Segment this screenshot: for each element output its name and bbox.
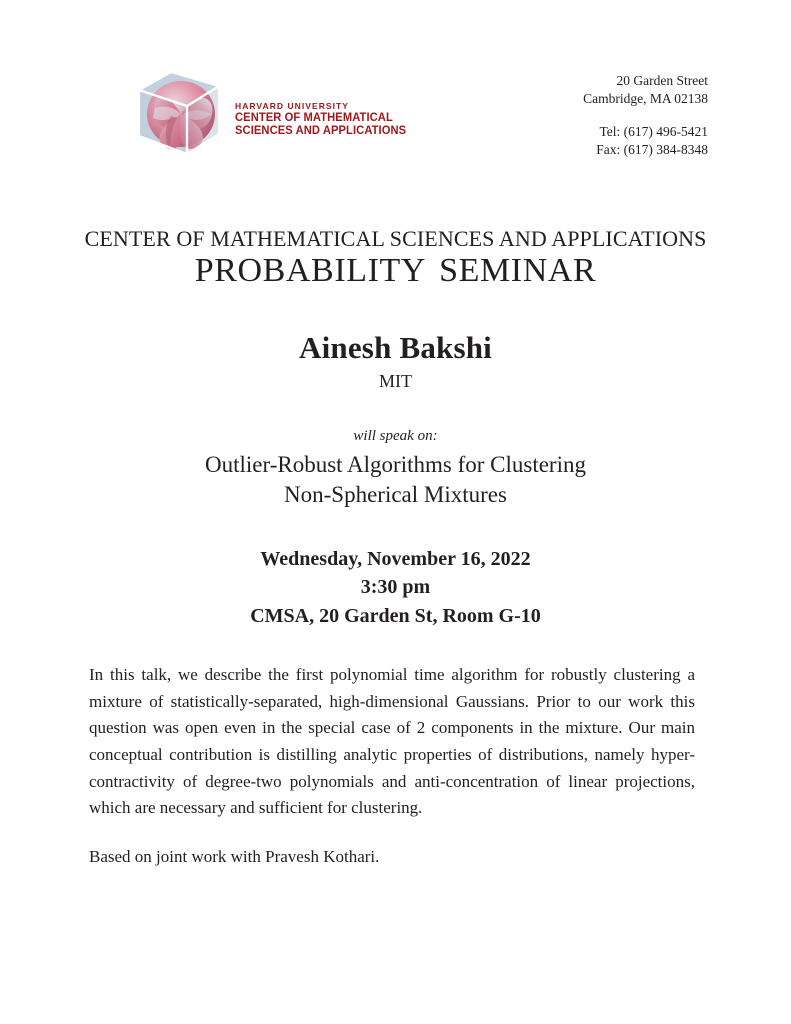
abstract-paragraph-2: Based on joint work with Pravesh Kothari. [89,847,380,867]
event-date: Wednesday, November 16, 2022 [260,548,531,570]
page-title [0,252,791,290]
cmsa-logo [131,64,412,160]
address-tel: Tel: (617) 496-5421 [599,124,708,140]
talk-title [0,450,791,511]
talk-title-line-1: Outlier-Robust Algorithms for Clustering [205,452,586,477]
letterhead [0,60,791,170]
event-details [0,545,791,630]
center-name-heading: CENTER OF MATHEMATICAL SCIENCES AND APPLICATIONS [84,226,707,251]
speaker-name: Ainesh Bakshi [299,330,492,365]
event-location: CMSA, 20 Garden St, Room G-10 [250,604,541,627]
logo-center-line-1: CENTER OF MATHEMATICAL [235,111,393,124]
event-time: 3:30 pm [360,576,431,599]
speaker-affiliation: MIT [379,371,412,391]
abstract-paragraph-1: In this talk, we describe the first polynomial time algorithm for robustly clustering a mixture of statistically-separated, high-dimensional Gaussians. Prior to our work this question was open even in the special case of 2 components in the mixture. Our main conceptual contribution is distilling analytic properties of distributions, namely hyper-contractivity of degree-two polynomials and anti-concentration of linear projections, which are necessary and sufficient for clustering. [89,665,695,818]
logo-university-line: HARVARD UNIVERSITY [235,101,349,112]
cmsa-cube-logo-icon [131,64,227,160]
address-spacer [583,108,708,123]
talk-title-line-2: Non-Spherical Mixtures [284,482,507,508]
address-street: 20 Garden Street [616,73,708,88]
address-city-state-zip: Cambridge, MA 02138 [583,91,708,107]
logo-center-line-2: SCIENCES AND APPLICATIONS [235,124,407,137]
seminar-title-word-1: PROBABILITY [194,252,427,289]
address-block [583,72,708,159]
will-speak-on-label: will speak on: [353,428,438,444]
abstract [89,662,695,871]
cmsa-logo-text [235,86,412,137]
address-fax: Fax: (617) 384-8348 [596,142,708,158]
seminar-title-word-2: SEMINAR [439,252,597,289]
